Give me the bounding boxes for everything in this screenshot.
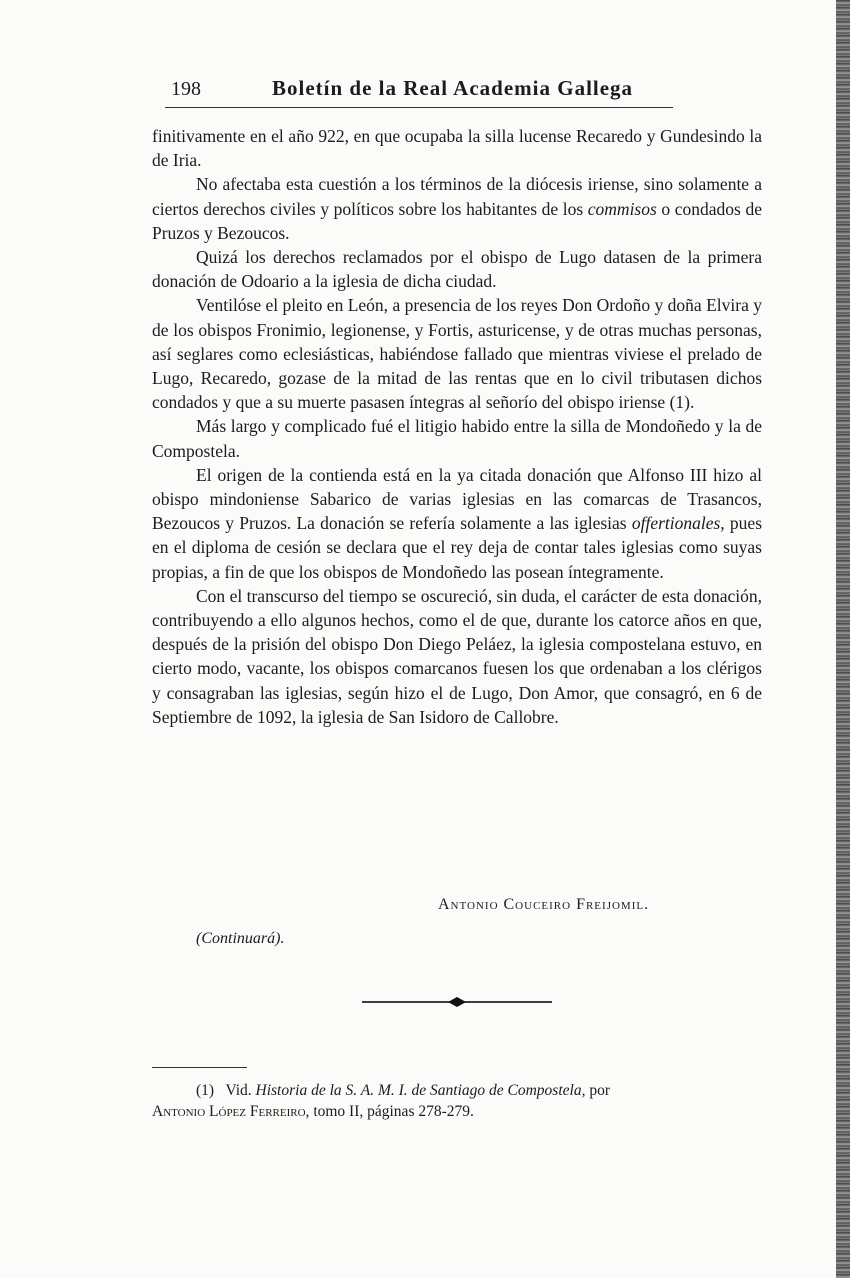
footnote-line-1 [152, 1080, 766, 1101]
page-number: 198 [171, 78, 201, 100]
paragraph-5: Más largo y complicado fué el litigio habido entre la silla de Mondoñedo y la de Compostela. [152, 416, 762, 461]
paragraph-6-text-b: pues en el diploma de cesión se declara que el rey deja de contar tales iglesias como suyas propias, a fin de que los obispos de Mondoñedo las posean íntegramente. [152, 513, 762, 582]
continued-note: (Continuará). [196, 930, 285, 947]
paragraph-3: Quizá los derechos reclamados por el obispo de Lugo datasen de la primera donación de Odoario a la iglesia de dicha ciudad. [152, 247, 762, 292]
section-ornament [362, 995, 552, 1009]
paragraph-6-text-a: El origen de la contienda está en la ya citada donación que Alfonso III hizo al obispo mindoniense Sabarico de varias iglesias en las comarcas de Trasancos, Bezoucos y Pruzos. La donación se refería solamente a las iglesias [152, 464, 762, 534]
author-signature: Antonio Couceiro Freijomil. [438, 896, 650, 913]
paragraph-2-text-a: No afectaba esta cuestión a los términos de la diócesis iriense, sino solamente a ciertos derechos civiles y políticos sobre los habitantes de los [152, 174, 762, 219]
paragraph-2-text-b: o condados de Pruzos y Bezoucos. [152, 198, 762, 243]
paragraph-2-italic: commisos [587, 198, 657, 219]
footnote-work-title: Historia de la S. A. M. I. de Santiago de Compostela, [255, 1082, 586, 1099]
footnote-author: Antonio López Ferreiro, [152, 1103, 310, 1120]
footnote-por: por [589, 1082, 610, 1099]
paragraph-7: Con el transcurso del tiempo se oscureció, sin duda, el carácter de esta donación, contribuyendo a ello algunos hechos, como el de que, durante los catorce años en que, después de la prisión del obispo Don Diego Peláez, la iglesia compostelana estuvo, en cierto modo, vacante, los obispos comarcanos fuesen los que ordenaban a los clérigos y consagraban las iglesias, según hizo el de Lugo, Don Amor, que consagró, en 6 de Septiembre de 1092, la iglesia de San Isidoro de Callobre. [152, 585, 762, 727]
footnote-details: tomo II, páginas 278-279. [313, 1103, 474, 1120]
footnote-vid: Vid. [225, 1082, 252, 1099]
footnote-rule [152, 1067, 247, 1068]
footnote [152, 1080, 766, 1122]
article-body [152, 124, 762, 729]
scanned-page-edge [836, 0, 850, 1278]
page-header [171, 76, 669, 106]
footnote-marker: (1) [196, 1082, 215, 1099]
paragraph-2 [152, 172, 762, 245]
paragraph-6 [152, 463, 762, 584]
paragraph-6-italic: offertionales, [631, 513, 725, 534]
footnote-line-2 [152, 1101, 766, 1122]
running-title: Boletín de la Real Academia Gallega [272, 76, 634, 100]
header-rule [165, 107, 673, 108]
paragraph-4: Ventilóse el pleito en León, a presencia de los reyes Don Ordoño y doña Elvira y de los obispos Fronimio, legionense, y Fortis, asturicense, y de otras muchas personas, así seglares como eclesiásticas, habiéndose fallado que mientras viviese el prelado de Lugo, Recaredo, gozase de la mitad de las rentas que en lo civil tributasen dichos condados y que a su muerte pasasen íntegras al señorío del obispo iriense (1). [152, 295, 762, 413]
paragraph-1: finitivamente en el año 922, en que ocupaba la silla lucense Recaredo y Gundesindo la de Iria. [152, 126, 762, 171]
